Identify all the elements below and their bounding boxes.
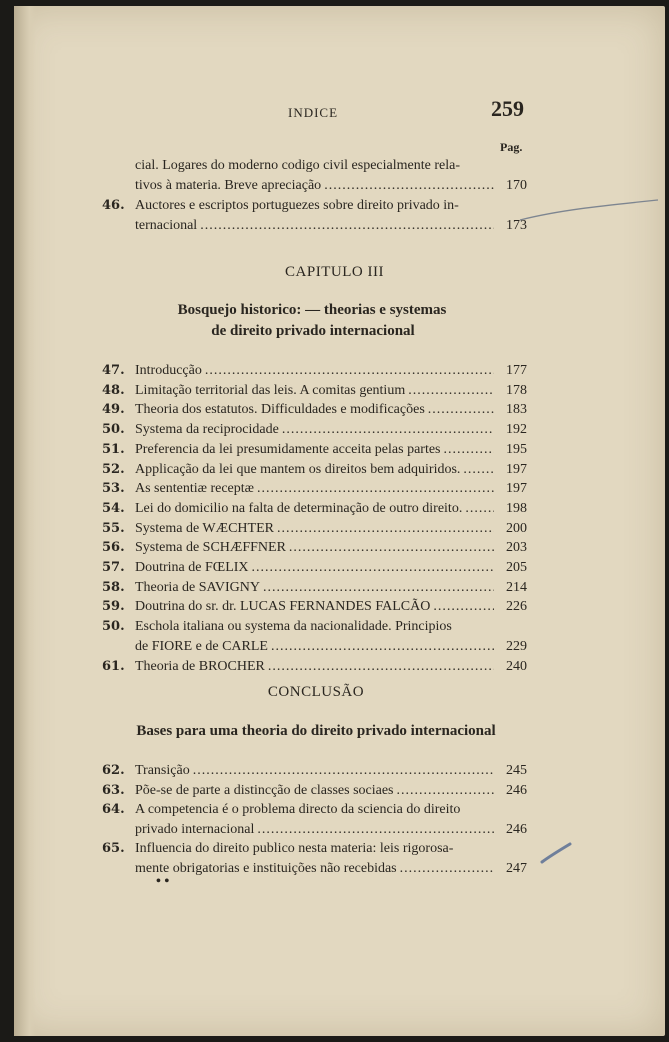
entry-number: 64.	[102, 802, 125, 817]
entry-title: Doutrina do sr. dr. LUCAS FERNANDES FALCÃO	[135, 599, 431, 615]
entry-page-number: 197	[506, 481, 527, 497]
entry-number: 52.	[102, 461, 125, 477]
entry-title: Influencia do direito publico nesta materia: leis rigorosa-	[135, 841, 454, 856]
conclusion-heading: CONCLUSÃO	[267, 684, 365, 700]
toc-entry-line	[0, 362, 669, 382]
dot-leader	[400, 860, 494, 878]
dot-leader	[465, 500, 494, 518]
toc-entry-line	[0, 539, 669, 559]
entry-page-number: 229	[506, 638, 527, 654]
toc-entry-line	[0, 177, 669, 197]
entry-title: Systema de SCHÆFFNER	[135, 540, 286, 556]
entry-page-number: 173	[506, 218, 527, 233]
toc-entry-line	[0, 401, 669, 421]
entry-title: Theoria de SAVIGNY	[135, 579, 260, 595]
dot-leader	[252, 559, 494, 577]
entry-number: 54.	[102, 500, 125, 516]
entry-number: 59.	[102, 599, 125, 615]
entry-number: 63.	[102, 782, 125, 798]
conclusion-subtitle: Bases para uma theoria do direito privado internacional	[136, 723, 496, 739]
dot-leader	[408, 382, 494, 400]
pencil-check-mark	[538, 842, 574, 866]
entry-page-number: 205	[506, 560, 527, 575]
entry-title: Introducção	[135, 363, 202, 378]
entry-page-number: 246	[506, 821, 527, 837]
entry-title: Transição	[135, 763, 190, 778]
dot-leader	[205, 362, 494, 380]
entry-title: As sententiæ receptæ	[135, 481, 254, 497]
toc-entry-line	[0, 618, 669, 638]
dot-leader	[263, 579, 494, 597]
entry-number: 62.	[102, 763, 125, 778]
toc-entry-line	[0, 762, 669, 782]
entry-page-number: 198	[506, 500, 527, 516]
entry-title: de FIORE e de CARLE	[135, 638, 268, 654]
dot-leader	[282, 421, 494, 439]
chapter-heading: CAPITULO III	[285, 264, 384, 280]
dot-leader	[257, 821, 494, 839]
entry-page-number: 178	[506, 382, 527, 398]
dot-leader	[277, 520, 494, 538]
pencil-line-mark	[500, 196, 660, 226]
entry-title: Lei do domicilio na falta de determinação de outro direito.	[135, 500, 463, 516]
dot-leader	[200, 217, 494, 235]
entry-number: 47.	[102, 363, 125, 378]
dot-leader	[257, 480, 494, 498]
entry-title: Applicação da lei que mantem os direitos bem adquiridos.	[135, 461, 461, 477]
entry-number: 65.	[102, 841, 125, 856]
dot-leader	[428, 401, 494, 419]
entry-page-number: 200	[506, 520, 527, 536]
dot-leader	[397, 782, 494, 800]
entry-number: 53.	[102, 481, 125, 497]
toc-entry-line	[0, 782, 669, 802]
toc-entry-line	[0, 157, 669, 177]
entry-number: 55.	[102, 520, 125, 536]
entry-page-number: 240	[506, 658, 527, 674]
entry-title: Theoria de BROCHER	[135, 658, 265, 674]
entry-number: 50.	[102, 422, 125, 438]
toc-entry-line	[0, 801, 669, 821]
dot-leader	[324, 177, 494, 195]
dot-leader	[463, 461, 494, 479]
entry-number: 49.	[102, 402, 125, 418]
page-number: 259	[491, 96, 524, 121]
entry-title: mente obrigatorias e instituições não recebidas	[135, 860, 397, 876]
toc-entry-line	[0, 441, 669, 461]
entry-title: Systema da reciprocidade	[135, 422, 279, 438]
toc-entry-line	[0, 480, 669, 500]
entry-page-number: 245	[506, 763, 527, 778]
entry-page-number: 246	[506, 782, 527, 798]
entry-title: Doutrina de FŒLIX	[135, 560, 249, 575]
entry-number: 61.	[102, 658, 125, 674]
dot-leader	[193, 762, 494, 780]
entry-page-number: 247	[506, 860, 527, 876]
toc-entry-line	[0, 579, 669, 599]
dot-leader	[268, 658, 494, 676]
entry-title: Põe-se de parte a distincção de classes sociaes	[135, 782, 394, 798]
pag-label: Pag.	[500, 140, 523, 154]
chapter-subtitle-line2: de direito privado internacional	[211, 323, 415, 339]
entry-number: 58.	[102, 579, 125, 595]
entry-title: Eschola italiana ou systema da nacionalidade. Principios	[135, 619, 452, 635]
toc-entry-line	[0, 821, 669, 841]
entry-title: privado internacional	[135, 821, 255, 837]
entry-page-number: 197	[506, 461, 527, 477]
entry-title: cial. Logares do moderno codigo civil especialmente rela-	[135, 158, 460, 173]
dot-leader	[444, 441, 494, 459]
entry-page-number: 226	[506, 599, 527, 615]
entry-title: A competencia é o problema directo da sciencia do direito	[135, 802, 461, 817]
toc-entry-line	[0, 421, 669, 441]
entry-number: 48.	[102, 382, 125, 398]
entry-number: 46.	[102, 198, 125, 213]
toc-entry-line	[0, 500, 669, 520]
entry-title: Theoria dos estatutos. Difficuldades e modificações	[135, 402, 425, 418]
toc-entry-line	[0, 598, 669, 618]
toc-entry-line	[0, 461, 669, 481]
entry-title: Systema de WÆCHTER	[135, 520, 274, 536]
entry-title: ternacional	[135, 218, 198, 233]
entry-title: Limitação territorial das leis. A comitas gentium	[135, 382, 406, 398]
dot-leader	[433, 598, 494, 616]
chapter-subtitle-line1: Bosquejo historico: — theorias e systemas	[177, 302, 447, 318]
trailing-mark: • •	[156, 874, 170, 889]
entry-page-number: 183	[506, 402, 527, 418]
entry-title: Auctores e escriptos portuguezes sobre direito privado in-	[135, 198, 459, 213]
entry-page-number: 170	[506, 178, 527, 193]
toc-entry-line	[0, 638, 669, 658]
entry-title: Preferencia da lei presumidamente acceita pelas partes	[135, 441, 441, 457]
running-title: INDICE	[288, 105, 339, 120]
toc-entry-line	[0, 658, 669, 678]
toc-entry-line	[0, 382, 669, 402]
dot-leader	[271, 638, 494, 656]
dot-leader	[289, 539, 494, 557]
entry-page-number: 203	[506, 540, 527, 556]
entry-page-number: 177	[506, 363, 527, 378]
entry-page-number: 192	[506, 422, 527, 438]
entry-number: 50.	[102, 619, 125, 635]
entry-number: 57.	[102, 560, 125, 575]
toc-entry-line	[0, 559, 669, 579]
entry-page-number: 195	[506, 441, 527, 457]
entry-number: 56.	[102, 540, 125, 556]
entry-title: tivos à materia. Breve apreciação	[135, 178, 322, 193]
toc-entry-line	[0, 520, 669, 540]
entry-number: 51.	[102, 441, 125, 457]
entry-page-number: 214	[506, 579, 527, 595]
